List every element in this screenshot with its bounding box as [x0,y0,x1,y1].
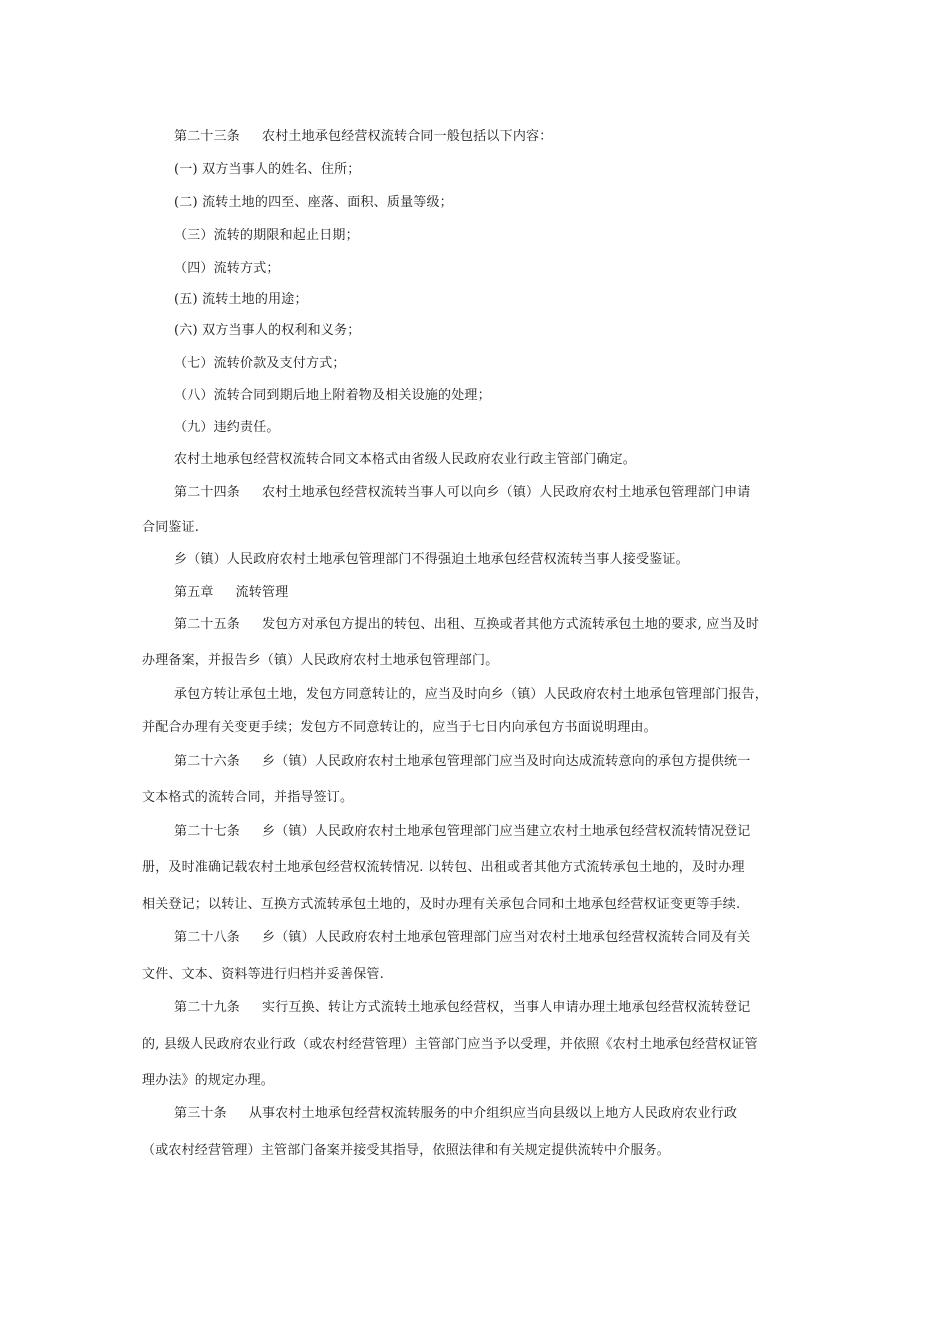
article-23-text: 农村土地承包经营权流转合同一般包括以下内容： [262,129,553,144]
article-28-text: 乡（镇）人民政府农村土地承包管理部门应当对农村土地承包经营权流转合同及有关 [262,930,751,945]
article-24-line-2: 合同鉴证. [142,520,200,535]
article-25-line-1 [174,617,759,633]
article-27-line-2: 册，及时准确记载农村土地承包经营权流转情况. 以转包、出租或者其他方式流转承包土地的，及时办理 [142,860,745,875]
article-23-item-6: (六) 双方当事人的权利和义务； [174,323,361,338]
article-25-paragraph-2-line-2: 并配合办理有关变更手续；发包方不同意转让的，应当于七日内向承包方书面说明理由。 [142,720,657,735]
article-23-item-7: （七）流转价款及支付方式； [174,356,346,371]
article-28-line-2: 文件、文本、资料等进行归档并妥善保管. [142,967,384,982]
article-26-text: 乡（镇）人民政府农村土地承包管理部门应当及时向达成流转意向的承包方提供统一 [262,754,751,769]
article-29-line-3: 理办法》的规定办理。 [142,1073,275,1088]
article-27-heading: 第二十七条 [174,824,241,839]
article-25-text: 发包方对承包方提出的转包、出租、互换或者其他方式流转承包土地的要求, 应当及时 [262,617,760,632]
chapter-number: 第五章 [174,585,214,600]
article-25-line-2: 办理备案，并报告乡（镇）人民政府农村土地承包管理部门。 [142,653,499,668]
article-28-heading: 第二十八条 [174,930,241,945]
article-24-paragraph-2: 乡（镇）人民政府农村土地承包管理部门不得强迫土地承包经营权流转当事人接受鉴证。 [174,552,689,567]
chapter-5-heading [174,585,288,601]
article-23-item-1: (一) 双方当事人的姓名、住所； [174,162,361,177]
article-29-line-2: 的, 县级人民政府农业行政（或农村经营管理）主管部门应当予以受理，并依照《农村土地承包经营权证管 [142,1037,758,1052]
article-27-line-1 [174,824,750,840]
article-24-line-1 [174,485,750,501]
article-23-closing: 农村土地承包经营权流转合同文本格式由省级人民政府农业行政主管部门确定。 [174,452,637,467]
article-30-line-1 [174,1106,737,1122]
article-23-item-4: （四）流转方式； [174,261,280,276]
article-30-text: 从事农村土地承包经营权流转服务的中介组织应当向县级以上地方人民政府农业行政 [248,1106,738,1121]
chapter-title: 流转管理 [235,585,289,600]
article-23-heading: 第二十三条 [174,129,241,144]
article-29-line-1 [174,1000,750,1016]
article-23-item-8: （八）流转合同到期后地上附着物及相关设施的处理； [174,388,491,403]
article-28-line-1 [174,930,750,946]
article-23-intro [174,129,552,145]
article-24-text: 农村土地承包经营权流转当事人可以向乡（镇）人民政府农村土地承包管理部门申请 [262,485,751,500]
article-27-text: 乡（镇）人民政府农村土地承包管理部门应当建立农村土地承包经营权流转情况登记 [262,824,751,839]
article-30-heading: 第三十条 [174,1106,227,1121]
article-30-line-2: （或农村经营管理）主管部门备案并接受其指导，依照法律和有关规定提供流转中介服务。 [142,1143,671,1158]
article-29-heading: 第二十九条 [174,1000,241,1015]
article-26-heading: 第二十六条 [174,754,241,769]
article-24-heading: 第二十四条 [174,485,241,500]
article-26-line-1 [174,754,750,770]
article-25-heading: 第二十五条 [174,617,241,632]
article-27-line-3: 相关登记；以转让、互换方式流转承包土地的，及时办理有关承包合同和土地承包经营权证变更等手续. [142,897,741,912]
article-26-line-2: 文本格式的流转合同，并指导签订。 [142,790,354,805]
article-25-paragraph-2-line-1: 承包方转让承包土地，发包方同意转让的，应当及时向乡（镇）人民政府农村土地承包管理部门报告， [174,687,769,702]
article-23-item-5: (五) 流转土地的用途； [174,292,308,307]
article-23-item-9: （九）违约责任。 [174,420,280,435]
article-23-item-2: (二) 流转土地的四至、座落、面积、质量等级； [174,195,453,210]
article-23-item-3: （三）流转的期限和起止日期； [174,228,359,243]
article-29-text: 实行互换、转让方式流转土地承包经营权，当事人申请办理土地承包经营权流转登记 [262,1000,751,1015]
